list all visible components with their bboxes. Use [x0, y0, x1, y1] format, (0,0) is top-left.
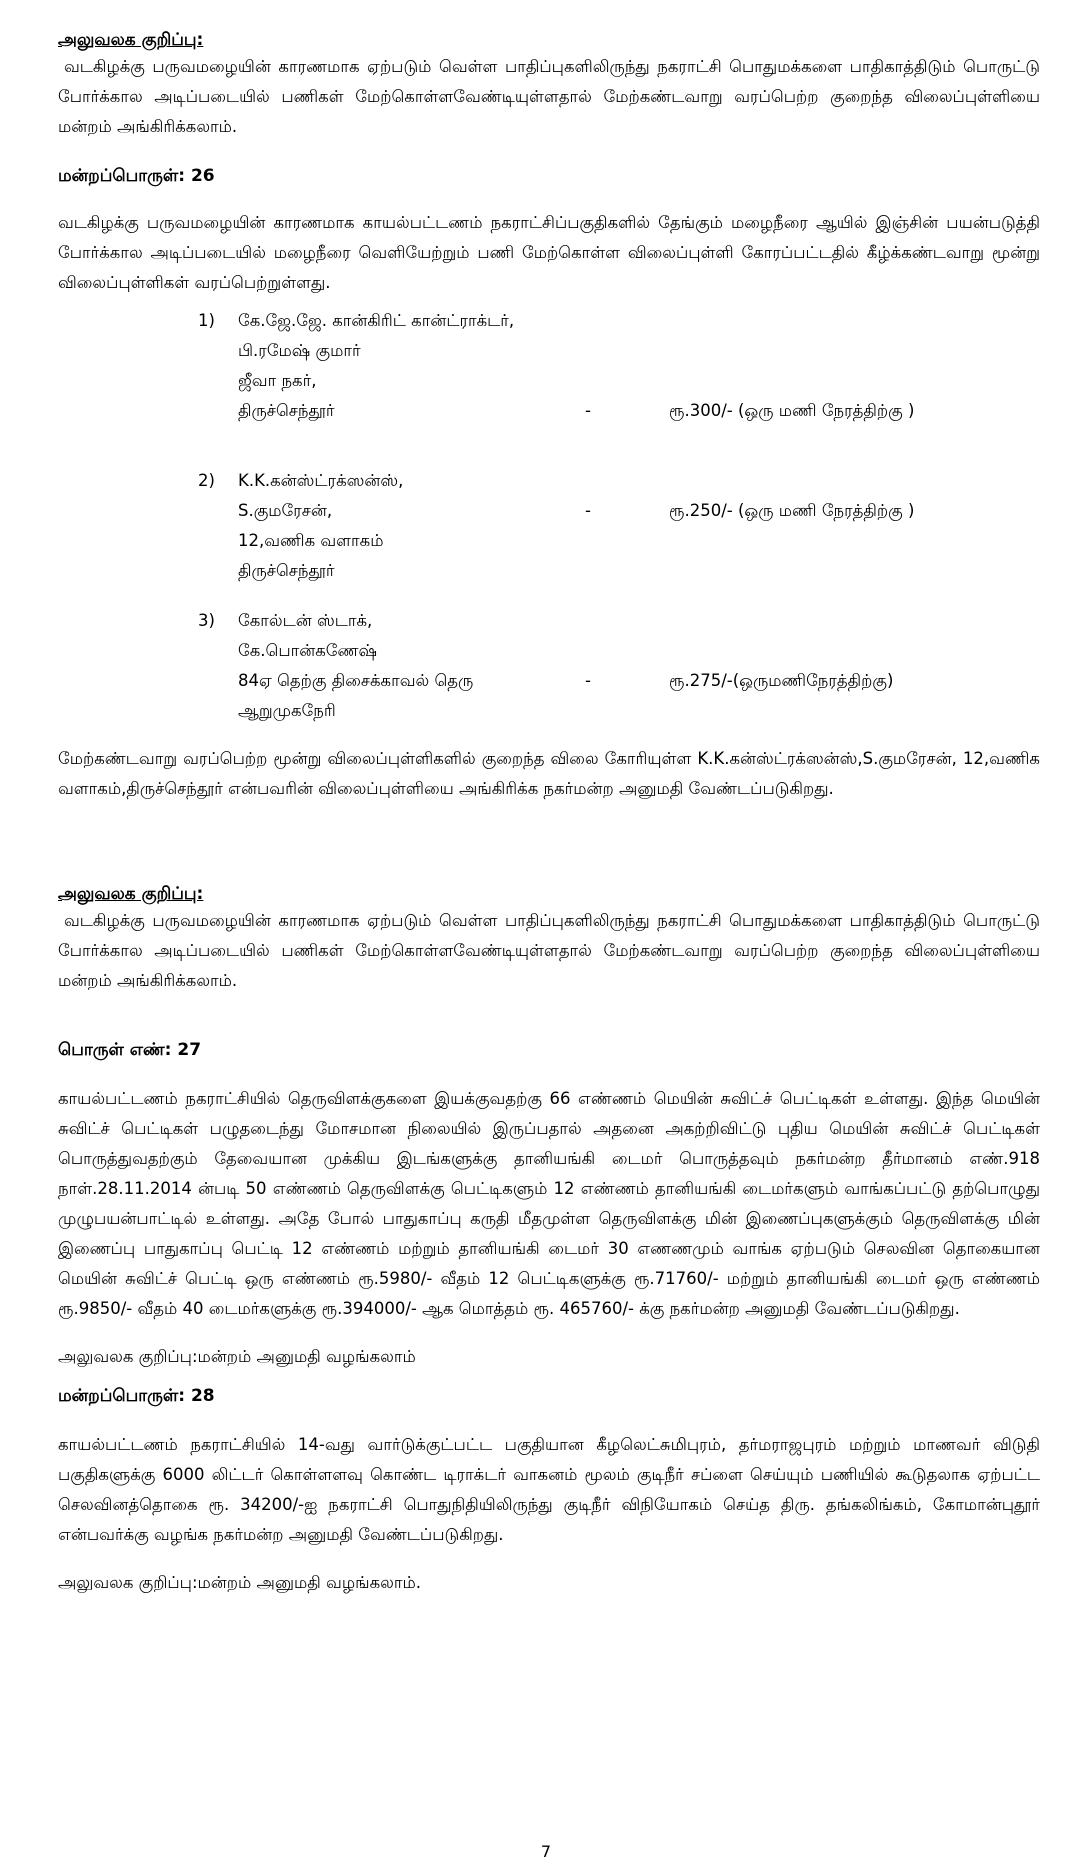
vendor-3-number: 3) [198, 611, 215, 630]
item-27-heading: பொருள் எண்: 27 [58, 1040, 202, 1060]
office-note-1 [58, 28, 1040, 142]
office-note-2 [58, 882, 1040, 996]
item-27-office-note: அலுவலக குறிப்பு:மன்றம் அனுமதி வழங்கலாம் [58, 1347, 416, 1366]
vendor-3-line: கே.பொன்கணேஷ் [238, 641, 377, 660]
document-page [58, 28, 1040, 1598]
vendor-3-line: கோல்டன் ஸ்டாக், [238, 611, 373, 630]
vendor-2-line: S.குமரேசன், [238, 501, 333, 520]
item-27-text: காயல்பட்டணம் நகராட்சியில் தெருவிளக்குகளை இயக்குவதற்கு 66 எண்ணம் மெயின் சுவிட்ச் பெட்டிகள் உள்ளது. இந்த மெயின் சுவிட்ச் பெட்டிகள் பழுதடைந்து மோசமான நிலையில் இருப்பதால் அதனை அகற்றிவிட்டு புதிய மெயின் சுவிட்ச் பெட்டிகள் பொருத்துவதற்கும் தேவையான முக்கிய இடங்களுக்கு தானியங்கி டைமர் பொருத்தவும் நகர்மன்ற தீர்மானம் எண்.918 நாள்.28.11.2014 ன்படி 50 எண்ணம் தெருவிளக்கு பெட்டிகளும் 12 எண்ணம் தானியங்கி டைமர்களும் வாங்கப்பட்டு தற்பொழுது முழுபயன்பாட்டில் உள்ளது. அதே போல் பாதுகாப்பு கருதி மீதமுள்ள தெருவிளக்கு மின் இணைப்புகளுக்கும் தெருவிளக்கு மின் இணைப்பு பாதுகாப்பு பெட்டி 12 எண்ணம் மற்றும் தானியங்கி டைமர் 30 எணணமும் வாங்க ஏற்படும் செலவின தொகையான மெயின் சுவிட்ச் பெட்டி ஒரு எண்ணம் ரூ.5980/- வீதம் 12 பெட்டிகளுக்கு ரூ.71760/- மற்றும் தானியங்கி டைமர் ஒரு எண்ணம் ரூ.9850/- வீதம் 40 டைமர்களுக்கு ரூ.394000/- ஆக மொத்தம் ரூ. 465760/- க்கு நகர்மன்ற அனுமதி வேண்டப்படுகிறது. [58, 1089, 1040, 1318]
vendor-3-line: 84ஏ தெற்கு திசைக்காவல் தெரு [238, 671, 474, 690]
office-note-2-heading: அலுவலக குறிப்பு: [58, 884, 204, 904]
item-26-heading: மன்றப்பொருள்: 26 [58, 166, 215, 186]
item-28 [58, 1384, 1040, 1598]
vendor-3 [198, 606, 1040, 726]
vendor-2-number: 2) [198, 471, 215, 490]
page-number: 7 [540, 1842, 552, 1861]
vendor-2-line: 12,வணிக வளாகம் [238, 531, 384, 550]
vendor-1-line: பி.ரமேஷ் குமார் [238, 341, 361, 360]
item-26-conclusion: மேற்கண்டவாறு வரப்பெற்ற மூன்று விலைப்புள்ளிகளில் குறைந்த விலை கோரியுள்ள K.K.கன்ஸ்ட்ரக்ஸன்ஸ்,S.குமரேசன், 12,வணிக வளாகம்,திருச்செந்தூர் என்பவரின் விலைப்புள்ளியை அங்கிரிக்க நகர்மன்ற அனுமதி வேண்டப்படுகிறது. [58, 749, 1040, 798]
vendor-1-line: கே.ஜே.ஜே. கான்கிரிட் கான்ட்ராக்டர், [238, 311, 515, 330]
office-note-1-heading: அலுவலக குறிப்பு: [58, 30, 204, 50]
vendor-2-line: திருச்செந்தூர் [238, 561, 335, 580]
vendor-1-dash: - [585, 401, 591, 420]
vendor-1 [198, 306, 1040, 426]
vendor-2-address [238, 466, 583, 586]
item-26-intro: வடகிழக்கு பருவமழையின் காரணமாக காயல்பட்டணம் நகராட்சிப்பகுதிகளில் தேங்கும் மழைநீரை ஆயில் இஞ்சின் பயன்படுத்தி போர்க்கால அடிப்படையில் மழைநீரை வெளியேற்றும் பணி மேற்கொள்ள விலைப்புள்ளி கோரப்பட்டதில் கீழ்க்கண்டவாறு மூன்று விலைப்புள்ளிகள் வரப்பெற்றுள்ளது. [58, 213, 1040, 292]
vendor-2-line: K.K.கன்ஸ்ட்ரக்ஸன்ஸ், [238, 471, 404, 490]
vendor-2-rate: ரூ.250/- (ஒரு மணி நேரத்திற்கு ) [669, 501, 915, 520]
vendor-2-dash: - [585, 501, 591, 520]
vendor-2 [198, 466, 1040, 586]
office-note-1-text: வடகிழக்கு பருவமழையின் காரணமாக ஏற்படும் வெள்ள பாதிப்புகளிலிருந்து நகராட்சி பொதுமக்களை பாதிகாத்திடும் பொருட்டு போர்க்கால அடிப்படையில் பணிகள் மேற்கொள்ளவேண்டியுள்ளதால் மேற்கண்டவாறு வரப்பெற்ற குறைந்த விலைப்புள்ளியை மன்றம் அங்கிரிக்கலாம். [58, 57, 1040, 136]
vendor-3-line: ஆறுமுகநேரி [238, 701, 336, 720]
item-28-heading: மன்றப்பொருள்: 28 [58, 1386, 215, 1406]
office-note-2-text: வடகிழக்கு பருவமழையின் காரணமாக ஏற்படும் வெள்ள பாதிப்புகளிலிருந்து நகராட்சி பொதுமக்களை பாதிகாத்திடும் பொருட்டு போர்க்கால அடிப்படையில் பணிகள் மேற்கொள்ளவேண்டியுள்ளதால் மேற்கண்டவாறு வரப்பெற்ற குறைந்த விலைப்புள்ளியை மன்றம் அங்கிரிக்கலாம். [58, 911, 1040, 990]
item-28-office-note: அலுவலக குறிப்பு:மன்றம் அனுமதி வழங்கலாம். [58, 1573, 421, 1592]
vendor-1-address [238, 306, 583, 426]
vendor-1-line: ஜீவா நகர், [238, 371, 317, 390]
vendor-1-rate: ரூ.300/- (ஒரு மணி நேரத்திற்கு ) [669, 401, 915, 420]
vendor-3-dash: - [585, 671, 591, 690]
vendor-1-line: திருச்செந்தூர் [238, 401, 335, 420]
item-27 [58, 1038, 1040, 1372]
vendor-1-number: 1) [198, 311, 215, 330]
vendor-3-rate: ரூ.275/-(ஒருமணிநேரத்திற்கு) [669, 671, 894, 690]
item-26 [58, 164, 1040, 804]
vendor-list [198, 306, 1040, 726]
item-28-text: காயல்பட்டணம் நகராட்சியில் 14-வது வார்டுக்குட்பட்ட பகுதியான கீழலெட்சுமிபுரம், தர்மராஜபுரம் மற்றும் மாணவர் விடுதி பகுதிகளுக்கு 6000 லிட்டர் கொள்ளளவு கொண்ட டிராக்டர் வாகனம் மூலம் குடிநீர் சப்ளை செய்யும் பணியில் கூடுதலாக ஏற்பட்ட செலவினத்தொகை ரூ. 34200/-ஐ நகராட்சி பொதுநிதியிலிருந்து குடிநீர் விநியோகம் செய்த திரு. தங்கலிங்கம், கோமான்புதூர் என்பவர்க்கு வழங்க நகர்மன்ற அனுமதி வேண்டப்படுகிறது. [58, 1435, 1040, 1544]
vendor-3-address [238, 606, 583, 726]
